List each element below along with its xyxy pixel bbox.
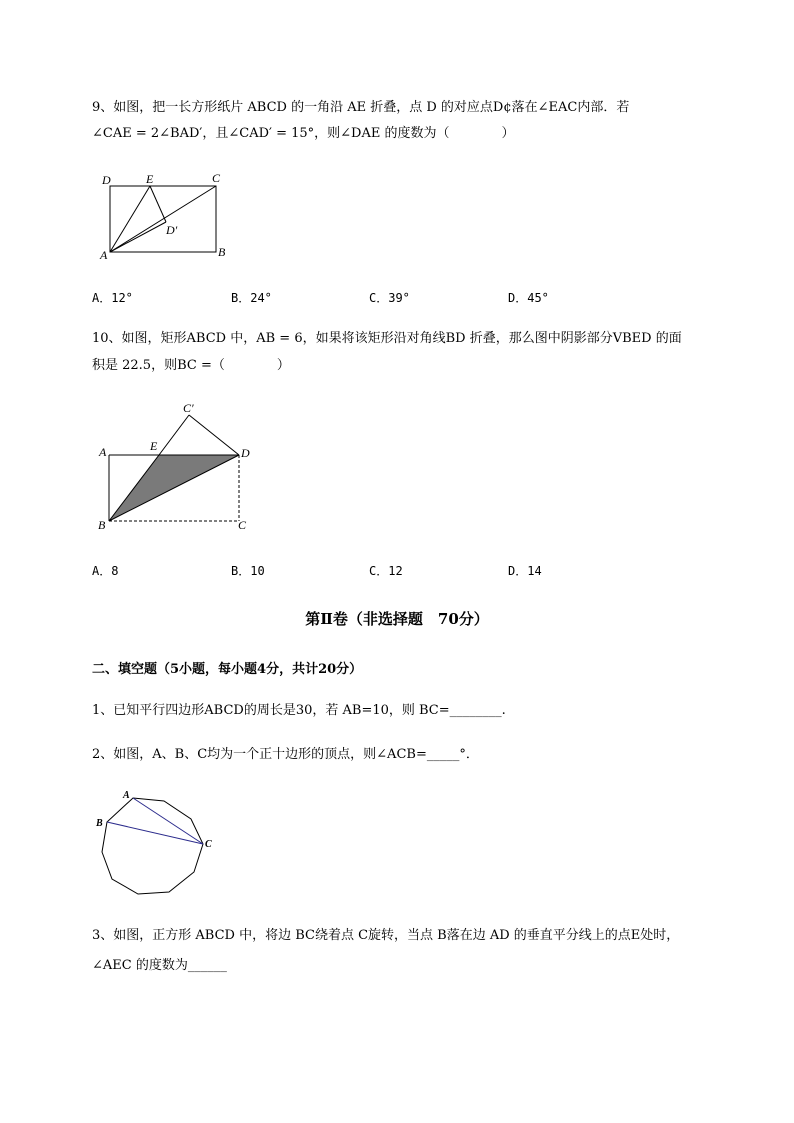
- q10-fold-cd: [189, 415, 239, 455]
- q10-option-a[interactable]: A．8: [92, 564, 119, 578]
- part2-title: 第Ⅱ卷（非选择题 70分）: [305, 610, 489, 628]
- q10-shaded-triangle-bed: [109, 455, 239, 521]
- q9-option-c[interactable]: C．39°: [369, 291, 410, 305]
- decagon-label-a: A: [123, 790, 130, 801]
- q9-label-e: E: [146, 172, 154, 186]
- q10-label-a: A: [99, 445, 107, 459]
- decagon-label-b: B: [96, 818, 103, 829]
- q10-label-e: E: [150, 439, 158, 453]
- q10-text-line2: 积是 22.5，则BC =（ ）: [92, 358, 290, 373]
- q9-label-c: C: [212, 171, 221, 185]
- fill-q1-text: 1、已知平行四边形ABCD的周长是30，若 AB=10，则 BC=________.: [92, 703, 506, 718]
- q9-label-a: A: [100, 248, 108, 262]
- q10-option-c[interactable]: C．12: [369, 564, 403, 578]
- fill-section-title: 二、填空题（5小题，每小题4分，共计20分）: [92, 662, 363, 677]
- q9-label-b: B: [218, 245, 226, 259]
- decagon-label-c: C: [205, 839, 212, 850]
- q10-figure: [95, 400, 265, 535]
- q9-segment-ad: [110, 222, 166, 252]
- q10-fold-ec: [159, 415, 189, 455]
- q9-option-a[interactable]: A．12°: [92, 291, 133, 305]
- q10-label-d: D: [241, 446, 250, 460]
- q9-text-line2: ∠CAE = 2∠BAD′，且∠CAD′ = 15°，则∠DAE 的度数为（ ）: [92, 126, 515, 141]
- q9-text-line1: 9、如图，把一长方形纸片 ABCD 的一角沿 AE 折叠，点 D 的对应点D¢落在∠EAC内部．若: [92, 100, 630, 115]
- fill-q3-text-line1: 3、如图，正方形 ABCD 中，将边 BC绕着点 C旋转，当点 B落在边 AD 的垂直平分线上的点E处时，: [92, 928, 680, 943]
- q9-label-dprime: D′: [166, 223, 178, 237]
- q9-segment-ed: [150, 186, 166, 222]
- decagon: [102, 798, 203, 894]
- q10-option-d[interactable]: D．14: [508, 564, 542, 578]
- q10-label-b: B: [98, 518, 106, 532]
- q9-option-b[interactable]: B．24°: [231, 291, 272, 305]
- q10-label-c: C: [238, 518, 247, 532]
- fill-q2-figure: [92, 788, 222, 903]
- fill-q3-text-line2: ∠AEC 的度数为______: [92, 958, 227, 973]
- q9-fold-ae: [110, 186, 150, 252]
- q10-label-cprime: C′: [183, 401, 194, 415]
- q10-option-b[interactable]: B．10: [231, 564, 265, 578]
- q9-diagonal-ac: [110, 186, 216, 252]
- segment-bc: [107, 822, 203, 844]
- q9-option-d[interactable]: D．45°: [508, 291, 549, 305]
- fill-q2-text: 2、如图，A、B、C均为一个正十边形的顶点，则∠ACB=_____°．: [92, 747, 479, 762]
- q9-label-d: D: [102, 173, 111, 187]
- q9-figure: [100, 172, 250, 262]
- q10-text-line1: 10、如图，矩形ABCD 中，AB = 6，如果将该矩形沿对角线BD 折叠，那么图中阴影部分VBED 的面: [92, 331, 682, 346]
